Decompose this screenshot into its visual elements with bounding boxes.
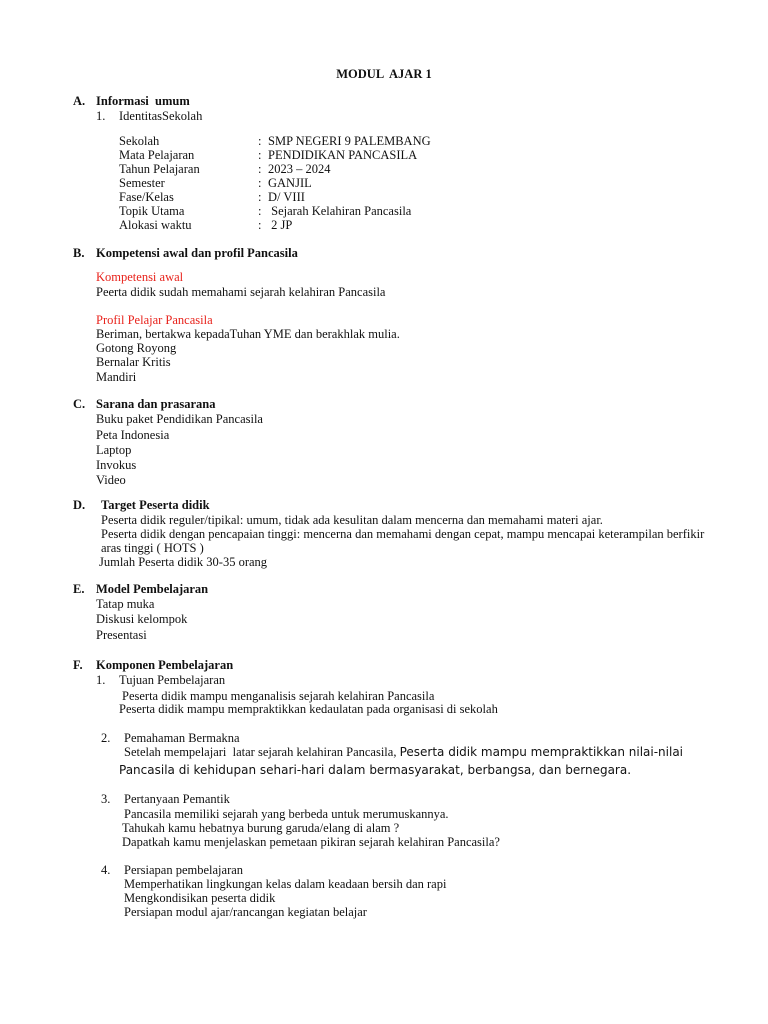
profil-item: Gotong Royong — [96, 341, 177, 355]
info-value: SMP NEGERI 9 PALEMBANG — [268, 134, 431, 148]
target-line: Peserta didik reguler/tipikal: umum, tidak ada kesulitan dalam mencerna dan memahami materi ajar. — [101, 513, 603, 527]
kompetensi-awal-label: Kompetensi awal — [96, 270, 184, 284]
info-key: Mata Pelajaran — [119, 148, 195, 162]
list-number: 1. — [96, 673, 106, 687]
info-row-topik-utama — [119, 204, 411, 219]
model-item: Presentasi — [96, 628, 147, 642]
list-number: 3. — [101, 792, 111, 806]
info-key: Semester — [119, 176, 165, 190]
profil-item: Mandiri — [96, 370, 137, 384]
section-letter: E. — [73, 582, 85, 596]
list-number: 4. — [101, 863, 111, 877]
target-line: Peserta didik dengan pencapaian tinggi: mencerna dan memahami dengan cepat, mampu mencapai keterampilan berfikir — [101, 527, 705, 541]
info-row-alokasi-waktu — [119, 218, 292, 233]
info-key: Fase/Kelas — [119, 190, 174, 204]
identitas-sekolah-label: IdentitasSekolah — [119, 109, 203, 123]
pemahaman-line: Pancasila di kehidupan sehari-hari dalam bermasyarakat, berbangsa, dan bernegara. — [119, 763, 632, 777]
section-letter: C. — [73, 397, 86, 411]
info-key: Topik Utama — [119, 204, 185, 218]
persiapan-label: Persiapan pembelajaran — [124, 863, 244, 877]
pemahaman-line — [124, 745, 683, 760]
target-line: Jumlah Peserta didik 30-35 orang — [99, 555, 268, 569]
section-title: Kompetensi awal dan profil Pancasila — [96, 246, 298, 260]
info-row-fase-kelas — [119, 190, 305, 205]
section-letter: D. — [73, 498, 86, 512]
info-value: Sejarah Kelahiran Pancasila — [268, 204, 412, 218]
pemahaman-label: Pemahaman Bermakna — [124, 731, 240, 745]
model-item: Diskusi kelompok — [96, 612, 188, 626]
info-value: D/ VIII — [268, 190, 305, 204]
sarana-item: Peta Indonesia — [96, 428, 170, 442]
info-value: PENDIDIKAN PANCASILA — [268, 148, 418, 162]
kompetensi-awal-text: Peerta didik sudah memahami sejarah kelahiran Pancasila — [96, 285, 386, 299]
info-key: Tahun Pelajaran — [119, 162, 200, 176]
pemahaman-text-serif: Setelah mempelajari latar sejarah kelahiran Pancasila, — [124, 745, 400, 759]
section-title: Sarana dan prasarana — [96, 397, 216, 411]
pertanyaan-label: Pertanyaan Pemantik — [124, 792, 230, 806]
section-a-heading — [73, 94, 190, 109]
section-f-heading — [73, 658, 233, 673]
info-key: Alokasi waktu — [119, 218, 192, 232]
info-colon: : — [258, 190, 262, 204]
section-title: Target Peserta didik — [101, 498, 210, 512]
info-colon: : — [258, 162, 262, 176]
section-c-heading — [73, 397, 215, 412]
profil-pelajar-label: Profil Pelajar Pancasila — [96, 313, 213, 327]
info-colon: : — [258, 204, 262, 218]
info-colon: : — [258, 218, 262, 232]
section-e-heading — [73, 582, 208, 597]
info-row-mata-pelajaran — [119, 148, 417, 163]
tujuan-line: Peserta didik mampu menganalisis sejarah kelahiran Pancasila — [122, 689, 435, 703]
section-letter: F. — [73, 658, 83, 672]
pemahaman-text-sans: Peserta didik mampu mempraktikkan nilai-nilai — [399, 745, 684, 759]
section-title: Informasi umum — [96, 94, 190, 108]
pertanyaan-line: Pancasila memiliki sejarah yang berbeda untuk merumuskannya. — [124, 807, 449, 821]
section-d-heading — [73, 498, 210, 513]
persiapan-line: Mengkondisikan peserta didik — [124, 891, 276, 905]
info-key: Sekolah — [119, 134, 160, 148]
document-title: MODUL AJAR 1 — [336, 67, 432, 81]
info-colon: : — [258, 148, 262, 162]
section-letter: B. — [73, 246, 85, 260]
pertanyaan-line: Tahukah kamu hebatnya burung garuda/elang di alam ? — [122, 821, 400, 835]
sarana-item: Invokus — [96, 458, 137, 472]
tujuan-line: Peserta didik mampu mempraktikkan kedaulatan pada organisasi di sekolah — [119, 702, 498, 716]
sarana-item: Video — [96, 473, 126, 487]
info-value: 2 JP — [268, 218, 293, 232]
list-number: 1. — [96, 109, 106, 123]
sarana-item: Laptop — [96, 443, 132, 457]
tujuan-label: Tujuan Pembelajaran — [119, 673, 226, 687]
info-value: GANJIL — [268, 176, 312, 190]
info-row-semester — [119, 176, 312, 191]
target-line: aras tinggi ( HOTS ) — [101, 541, 204, 555]
section-b-heading — [73, 246, 298, 261]
section-letter: A. — [73, 94, 86, 108]
profil-item: Bernalar Kritis — [96, 355, 171, 369]
section-title: Model Pembelajaran — [96, 582, 209, 596]
info-row-sekolah — [119, 134, 431, 149]
info-colon: : — [258, 134, 262, 148]
profil-item: Beriman, bertakwa kepadaTuhan YME dan berakhlak mulia. — [96, 327, 400, 341]
info-colon: : — [258, 176, 262, 190]
model-item: Tatap muka — [96, 597, 155, 611]
section-title: Komponen Pembelajaran — [96, 658, 234, 672]
sarana-item: Buku paket Pendidikan Pancasila — [96, 412, 263, 426]
list-number: 2. — [101, 731, 111, 745]
persiapan-line: Memperhatikan lingkungan kelas dalam keadaan bersih dan rapi — [124, 877, 447, 891]
info-row-tahun-pelajaran — [119, 162, 331, 177]
pertanyaan-line: Dapatkah kamu menjelaskan pemetaan pikiran sejarah kelahiran Pancasila? — [122, 835, 500, 849]
persiapan-line: Persiapan modul ajar/rancangan kegiatan belajar — [124, 905, 367, 919]
info-value: 2023 – 2024 — [268, 162, 331, 176]
